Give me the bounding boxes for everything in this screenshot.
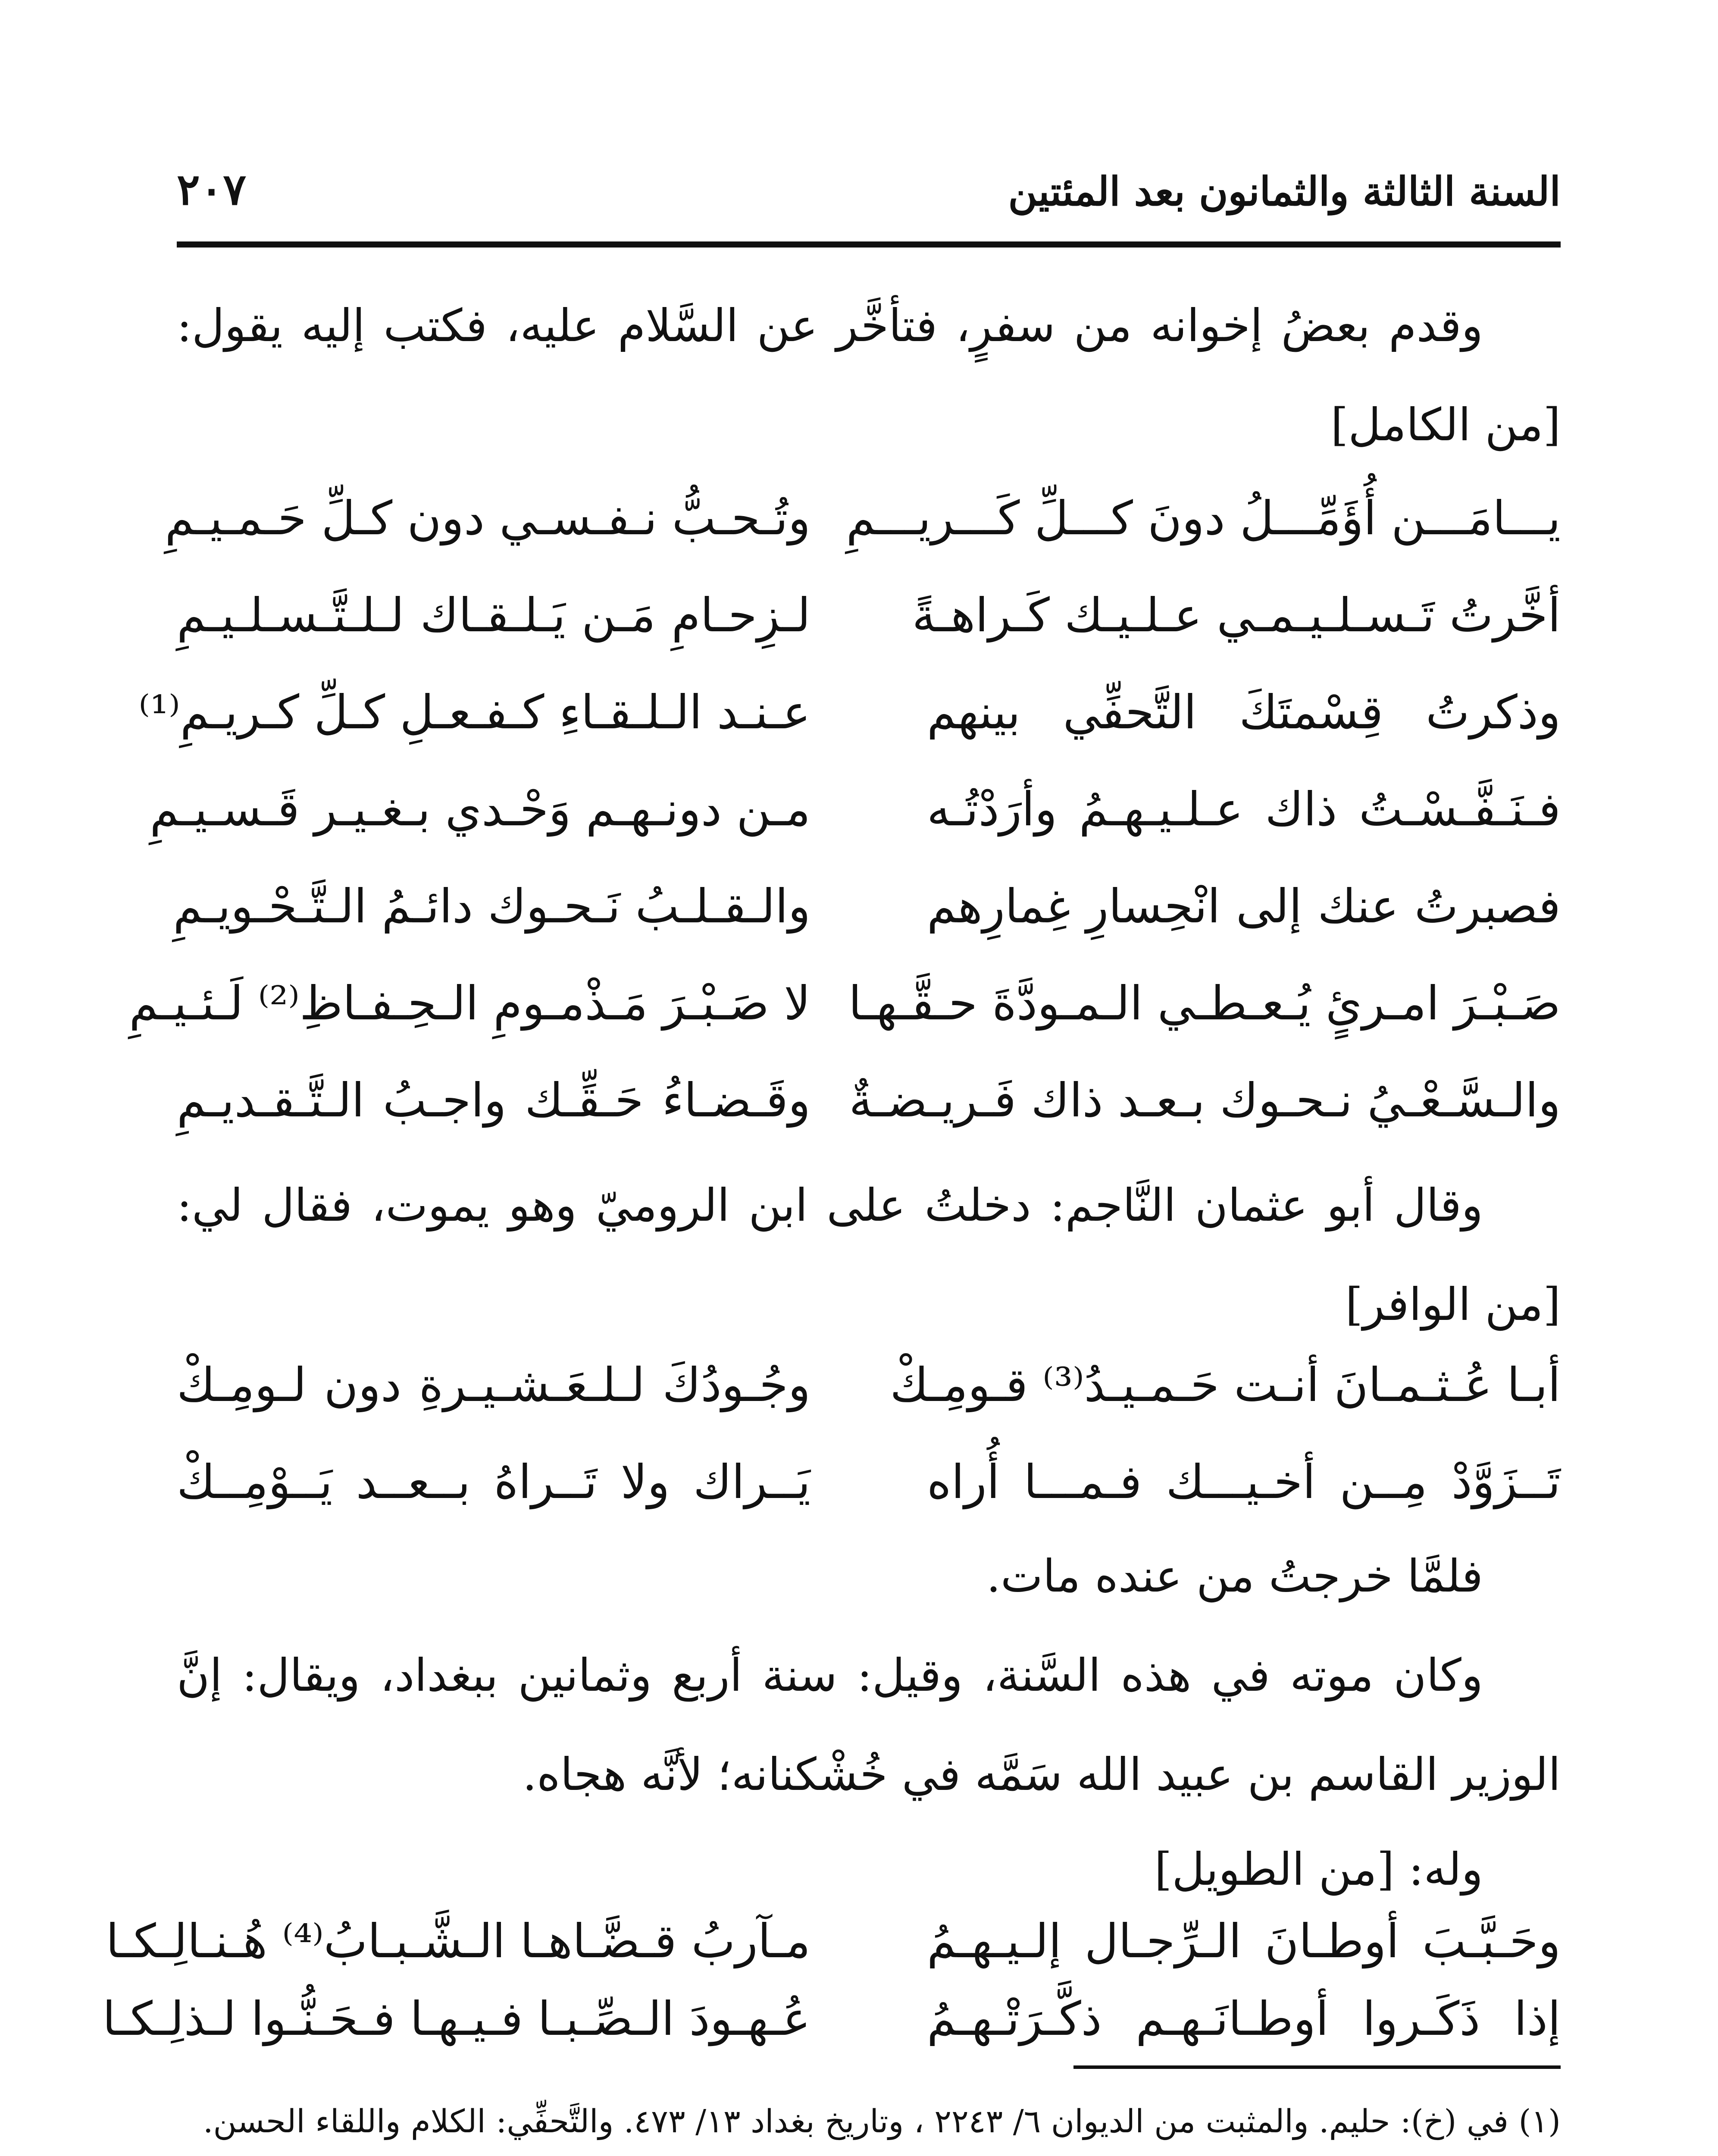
header-rule bbox=[177, 241, 1561, 248]
second-hemistich: لـزِحـامِ مَـن يَـلـقـاك لـلـتَّـسـلـيـمِ bbox=[177, 589, 810, 642]
first-hemistich: صَـبْـرَ امـرئٍ يُـعـطـي الـمـودَّةَ حـقَّـهـا bbox=[848, 977, 1561, 1031]
first-hemistich: فـنَـفَّـسْـتُ ذاك عـلـيـهـمُ وأرَدْتُـه bbox=[927, 783, 1561, 837]
verse-line bbox=[177, 1350, 1561, 1447]
verse-line bbox=[173, 871, 1561, 968]
page-number: ٢٠٧ bbox=[177, 164, 247, 215]
attribution-line: وله: [من الطويل] bbox=[1154, 1843, 1483, 1896]
running-title: السنة الثالثة والثمانون بعد المئتين bbox=[1008, 168, 1561, 215]
second-hemistich: يَــراك ولا تَــراهُ بــعــد يَــوْمِــكْ bbox=[177, 1455, 810, 1509]
verse-line bbox=[129, 968, 1561, 1065]
second-hemistich: وتُـحـبُّ نـفـسـي دون كـلِّ حَـمـيـمِ bbox=[165, 492, 810, 545]
second-hemistich: وقَـضـاءُ حَـقِّـك واجـبُ الـتَّـقـديـمِ bbox=[177, 1074, 810, 1128]
verse-line bbox=[165, 483, 1561, 580]
intro-paragraph: وقدم بعضُ إخوانه من سفرٍ، فتأخَّر عن السَّلام عليه، فكتب إليه يقول:[من الكامل] bbox=[177, 299, 1561, 451]
second-hemistich: مـن دونـهـم وَحْـدي بـغـيـر قَـسـيـمِ bbox=[150, 783, 810, 837]
first-hemistich: فصبرتُ عنك إلى انْحِسارِ غِمارِهم bbox=[927, 880, 1561, 934]
first-hemistich: والـسَّـعْـيُ نـحـوك بـعـد ذاك فَـريـضـةٌ bbox=[849, 1074, 1561, 1128]
verse-line bbox=[177, 580, 1561, 677]
first-hemistich: يـــامَـــن أُؤَمِّـــلُ دونَ كـــلِّ كَـــريـــمِ bbox=[846, 492, 1561, 545]
first-hemistich: وذكرتُ قِسْمتَكَ التَّحفِّي بينهم bbox=[927, 686, 1561, 740]
first-hemistich: تَــزَوَّدْ مِــن أخـيـــك فـمـــا أُراه bbox=[927, 1455, 1561, 1509]
footnotes bbox=[177, 2091, 1561, 2156]
verse-line bbox=[177, 1065, 1561, 1162]
first-hemistich: إذا ذَكَـروا أوطـانَـهـم ذكَّـرَتْـهـمُ bbox=[927, 1992, 1561, 2046]
narration-paragraph: وقال أبو عثمان النَّاجم: دخلتُ على ابن الروميّ وهو يموت، فقال لي: [من الوافر] bbox=[177, 1179, 1561, 1331]
first-hemistich: أبـا عُـثـمـانَ أنـت حَـمـيـدُ⁽³⁾ قـومِـكْ bbox=[890, 1358, 1561, 1412]
second-hemistich: عُـهـودَ الـصِّـبـا فـيـهـا فـحَـنُّـوا لـذلِـكـا bbox=[102, 1992, 810, 2046]
second-hemistich: وجُـودُكَ لـلـعَـشـيـرةِ دون لـومِـكْ bbox=[177, 1358, 810, 1412]
footnote-rule bbox=[1073, 2065, 1561, 2069]
second-hemistich: والـقـلـبُ نَـحـوك دائـمُ الـتَّـحْـويـمِ bbox=[173, 880, 810, 934]
verse-line bbox=[138, 677, 1561, 774]
second-hemistich: مـآربُ قـضَّـاهـا الـشَّـبـابُ⁽⁴⁾ هُـنـالِـكـا bbox=[106, 1915, 810, 1968]
footnote: (١) في (خ): حليم. والمثبت من الديوان ٦/ ٢٢٤٣ ، وتاريخ بغداد ١٣/ ٤٧٣. والتَّحفِّي: الكلام واللقاء الحسن. bbox=[203, 2103, 1561, 2140]
first-hemistich: وحَـبَّـبَ أوطـانَ الـرِّجـال إلـيـهـمُ bbox=[927, 1915, 1561, 1968]
second-hemistich: لا صَـبْـرَ مَـذْمـومِ الـحِـفـاظِ⁽²⁾ لَـئـيـمِ bbox=[129, 977, 810, 1031]
verse-line bbox=[150, 774, 1561, 871]
first-hemistich: أخَّرتُ تَـسـلـيـمـي عـلـيـك كَـراهـةً bbox=[912, 589, 1561, 642]
death-paragraph: وكان موته في هذه السَّنة، وقيل: سنة أربع وثمانين ببغداد، ويقال: إنَّ الوزير القاسم بن عبيد الله سَمَّه في خُشْكنانه؛ لأنَّه هجاه. bbox=[177, 1649, 1561, 1801]
second-hemistich: عـنـد الـلـقـاءِ كـفـعـلِ كـلِّ كـريـمِ⁽¹⁾ bbox=[138, 686, 810, 740]
death-note: فلمَّا خرجتُ من عنده مات. bbox=[986, 1550, 1483, 1602]
page-header bbox=[177, 142, 1561, 233]
